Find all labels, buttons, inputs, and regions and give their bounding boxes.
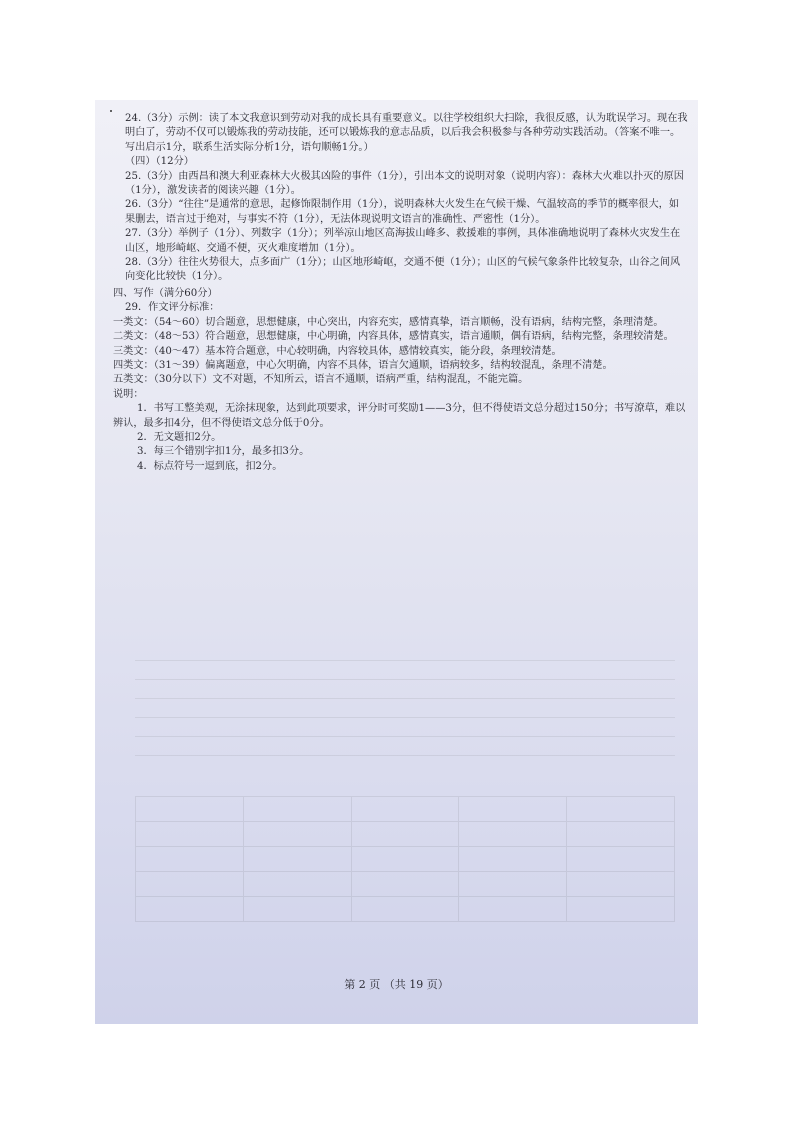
grade-label: 一类文： <box>113 316 154 328</box>
grade-label: 四类文： <box>113 359 154 371</box>
note-item-1: 1．书写工整美观，无涂抹现象，达到此项要求，评分时可奖励1——3分，但不得使语文总分超过150分；书写潦草，难以辨认，最多扣4分，但不得使语文总分低于0分。 <box>113 403 686 429</box>
answer-key-content <box>113 112 688 474</box>
grade-label: 五类文： <box>113 374 154 386</box>
note-item-4: 4．标点符号一逗到底，扣2分。 <box>137 460 283 472</box>
grade-5 <box>113 373 688 387</box>
grade-label: 二类文： <box>113 331 154 343</box>
page-footer: 第 2 页 （共 19 页） <box>344 978 449 991</box>
answer-q27: 27.（3分）举例子（1分）、列数字（1分）；列举凉山地区高海拔山峰多、救援难的事例，具体准确地说明了森林火灾发生在山区，地形崎岖、交通不便，灭火难度增加（1分）。 <box>125 228 681 254</box>
grade-text: （48～53）符合题意，思想健康，中心明确，内容具体，感情真实，语言通顺，偶有语病，结构完整，条理较清楚。 <box>153 331 674 343</box>
grade-text: （30分以下）文不对题，不知所云，语言不通顺，语病严重，结构混乱，不能完篇。 <box>153 374 529 386</box>
bleed-through-backside <box>135 660 675 1000</box>
notes-title: 说明： <box>113 388 144 400</box>
answer-q26: 26.（3分）“往往”是通常的意思，起修饰限制作用（1分），说明森林大火发生在气候干燥、气温较高的季节的概率很大，如果删去，语言过于绝对，与事实不符（1分），无法体现说明文语言的准确性、严密性（1分）。 <box>125 199 680 225</box>
grade-3 <box>113 345 688 359</box>
grade-2 <box>113 330 688 344</box>
note-item-2: 2．无文题扣2分。 <box>137 431 222 443</box>
criteria-title: 29．作文评分标准： <box>125 302 220 314</box>
grade-text: （40～47）基本符合题意，中心较明确，内容较具体，感情较真实，能分段，条理较清楚。 <box>153 345 562 357</box>
answer-q24: 24.（3分）示例：读了本文我意识到劳动对我的成长具有重要意义。以往学校组织大扫除，我很反感，认为耽误学习。现在我明白了，劳动不仅可以锻炼我的劳动技能，还可以锻炼我的意志品质，以后我会积极参与各种劳动实践活动。（答案不唯一。写出启示1分，联系生活实际分析1分，语句顺畅1分。） <box>125 113 688 153</box>
grade-label: 三类文： <box>113 345 154 357</box>
writing-heading: 四、写作（满分60分） <box>113 287 218 299</box>
answer-q25: 25.（3分）由西昌和澳大利亚森林大火极其凶险的事件（1分），引出本文的说明对象（说明内容）：森林大火难以扑灭的原因（1分），激发读者的阅读兴趣（1分）。 <box>125 170 684 197</box>
scanned-page <box>95 100 698 1024</box>
grade-1 <box>113 316 688 330</box>
speck-mark <box>110 110 112 112</box>
grade-text: （54～60）切合题意，思想健康，中心突出，内容充实，感情真挚，语言顺畅，没有语病，结构完整，条理清楚。 <box>153 316 664 328</box>
section-four-heading: （四）（12分） <box>125 156 194 168</box>
grade-text: （31～39）偏离题意，中心欠明确，内容不具体，语言欠通顺，语病较多，结构较混乱，条理不清楚。 <box>153 359 613 371</box>
answer-q28: 28.（3分）往往火势很大，点多面广（1分）；山区地形崎岖，交通不便（1分）；山区的气候气象条件比较复杂，山谷之间风向变化比较快（1分）。 <box>125 257 681 283</box>
note-item-3: 3．每三个错别字扣1分，最多扣3分。 <box>137 446 310 458</box>
grade-4 <box>113 359 688 373</box>
